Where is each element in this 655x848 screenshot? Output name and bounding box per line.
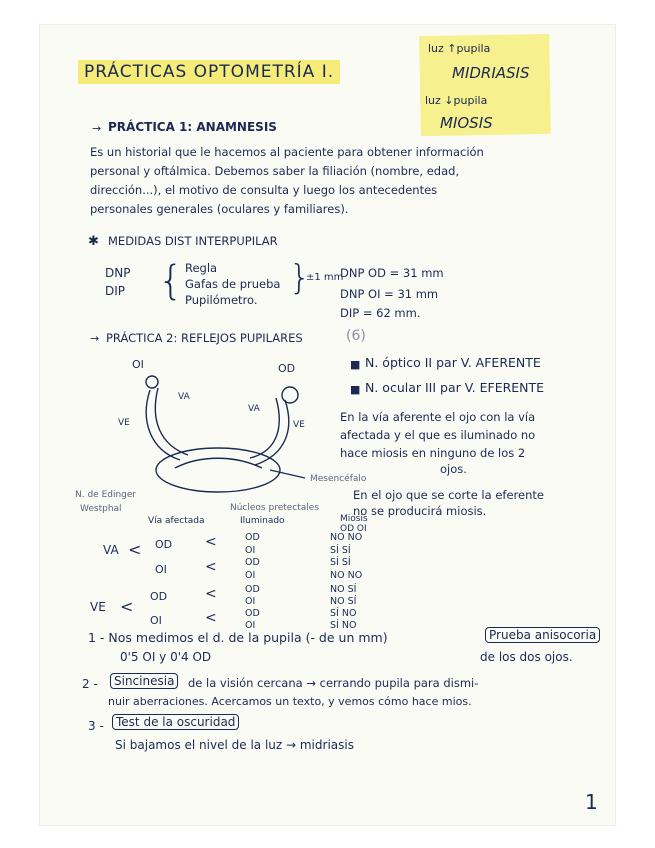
less-than-icon: < [205, 586, 217, 602]
method-3: Pupilómetro. [185, 293, 258, 307]
table-cell-iluminado: OD [245, 584, 260, 595]
diagram-va-right: VA [248, 404, 260, 414]
sticky-line-2: MIDRIASIS [452, 64, 530, 82]
brace-right-icon: } [289, 258, 311, 298]
table-cell-miosis: NO NO [330, 532, 363, 543]
diagram-va-left: VA [178, 392, 190, 402]
th-afectada: Vía afectada [148, 516, 205, 526]
edinger-label-2: Westphal [80, 504, 122, 514]
note1-line: En la vía aferente el ojo con la vía [340, 410, 536, 424]
table-cell-miosis: SÍ NO [330, 608, 357, 619]
table-cell-afectada: OD [155, 538, 173, 551]
square-icon: ■ [350, 383, 361, 396]
nerve-aferente: N. óptico II par V. AFERENTE [365, 355, 541, 370]
sticky-line-1: luz ↑pupila [428, 42, 491, 55]
table-cell-miosis: NO SÍ [330, 584, 357, 595]
arrow-icon: → [90, 332, 100, 345]
right-eye-shape [282, 387, 298, 403]
result-2: DNP OI = 31 mm [340, 287, 439, 301]
medidas-heading: MEDIDAS DIST INTERPUPILAR [108, 234, 278, 248]
practica1-line: personales generales (oculares y familiares). [90, 202, 349, 216]
table-cell-iluminado: OI [245, 620, 256, 631]
item2-box: Sincinesia [110, 673, 178, 689]
brace-icon: { [158, 258, 184, 304]
result-3: DIP = 62 mm. [340, 306, 421, 320]
item2-line: de la visión cercana → cerrando pupila para dismi- [188, 676, 479, 690]
practica1-line: Es un historial que le hacemos al paciente para obtener información [90, 145, 484, 159]
arrow-icon: → [92, 122, 102, 135]
group-va: VA [103, 543, 119, 557]
left-eye-shape [146, 376, 158, 388]
practica1-line: personal y oftálmica. Debemos saber la filiación (nombre, edad, [90, 164, 460, 178]
item3-box: Test de la oscuridad [112, 714, 239, 730]
table-cell-miosis: NO SÍ [330, 596, 357, 607]
item3-number: 3 - [88, 719, 104, 733]
table-cell-miosis: SÍ SÍ [330, 545, 351, 556]
sticky-line-3: luz ↓pupila [425, 94, 488, 107]
less-than-icon: < [205, 534, 217, 550]
table-cell-iluminado: OD [245, 608, 260, 619]
table-cell-iluminado: OI [245, 545, 256, 556]
page-title: PRÁCTICAS OPTOMETRÍA I. [78, 60, 340, 84]
item1-values: 0'5 OI y 0'4 OD [120, 650, 212, 664]
table-cell-iluminado: OI [245, 596, 256, 607]
item1-line: 1 - Nos medimos el d. de la pupila (- de un mm) [88, 630, 388, 645]
left-pathway [146, 390, 180, 460]
dnp-label: DNP [105, 266, 131, 280]
table-cell-iluminado: OD [245, 557, 260, 568]
table-cell-afectada: OI [155, 563, 167, 576]
table-cell-miosis: SÍ SÍ [330, 557, 351, 568]
diagram-oi: OI [132, 358, 144, 371]
table-cell-miosis: NO NO [330, 570, 363, 581]
item2-number: 2 - [82, 677, 98, 691]
method-1: Regla [185, 261, 218, 275]
note1-line: hace miosis en ninguno de los 2 [340, 446, 526, 460]
square-icon: ■ [350, 358, 361, 371]
note1-line: ojos. [440, 462, 467, 476]
less-than-icon: < [205, 559, 217, 575]
less-than-icon: < [120, 597, 134, 616]
tolerance: ±1 mm [306, 272, 344, 283]
practica1-heading: PRÁCTICA 1: ANAMNESIS [108, 120, 277, 134]
less-than-icon: < [128, 540, 142, 559]
less-than-icon: < [205, 610, 217, 626]
mesencefalo-label: Mesencéfalo [310, 474, 367, 484]
method-2: Gafas de prueba [185, 277, 281, 291]
th-iluminado: Iluminado [240, 516, 285, 526]
crossing-fibres [175, 458, 262, 468]
diagram-ve-right: VE [293, 420, 305, 430]
table-cell-miosis: SÍ NO [330, 620, 357, 631]
th-miosis-cols: OD OI [340, 524, 367, 534]
item1-cont: de los dos ojos. [480, 650, 573, 664]
mesencefalo-pointer [270, 470, 305, 478]
table-cell-afectada: OI [150, 614, 162, 627]
practica1-line: dirección...), el motivo de consulta y luego los antecedentes [90, 183, 438, 197]
mesencefalo-shape [156, 448, 280, 492]
nerve-eferente: N. ocular III par V. EFERENTE [365, 380, 545, 395]
note2-line: no se producirá miosis. [353, 504, 487, 518]
page-number: 1 [585, 790, 598, 814]
item3-cont: Si bajamos el nivel de la luz → midriasis [115, 738, 354, 752]
item1-box: Prueba anisocoria [485, 627, 600, 643]
right-pathway [255, 400, 289, 465]
table-cell-afectada: OD [150, 590, 168, 603]
edinger-label-1: N. de Edinger [75, 490, 137, 500]
th-miosis: Miosis [340, 514, 368, 524]
sticky-line-4: MIOSIS [440, 114, 493, 132]
asterisk-icon: ✱ [88, 234, 99, 249]
table-cell-iluminado: OI [245, 570, 256, 581]
diagram-ve-left: VE [118, 418, 130, 428]
circled-number: (6) [346, 328, 366, 344]
item2-cont: nuir aberraciones. Acercamos un texto, y vemos cómo hace mios. [108, 695, 472, 708]
pretectales-label: Núcleos pretectales [230, 503, 320, 513]
practica2-heading: PRÁCTICA 2: REFLEJOS PUPILARES [106, 331, 303, 345]
group-ve: VE [90, 600, 106, 614]
note2-line: En el ojo que se corte la eferente [353, 488, 544, 502]
dip-label: DIP [105, 284, 126, 298]
table-cell-iluminado: OD [245, 532, 260, 543]
note1-line: afectada y el que es iluminado no [340, 428, 536, 442]
result-1: DNP OD = 31 mm [340, 266, 444, 280]
diagram-od: OD [278, 362, 296, 375]
